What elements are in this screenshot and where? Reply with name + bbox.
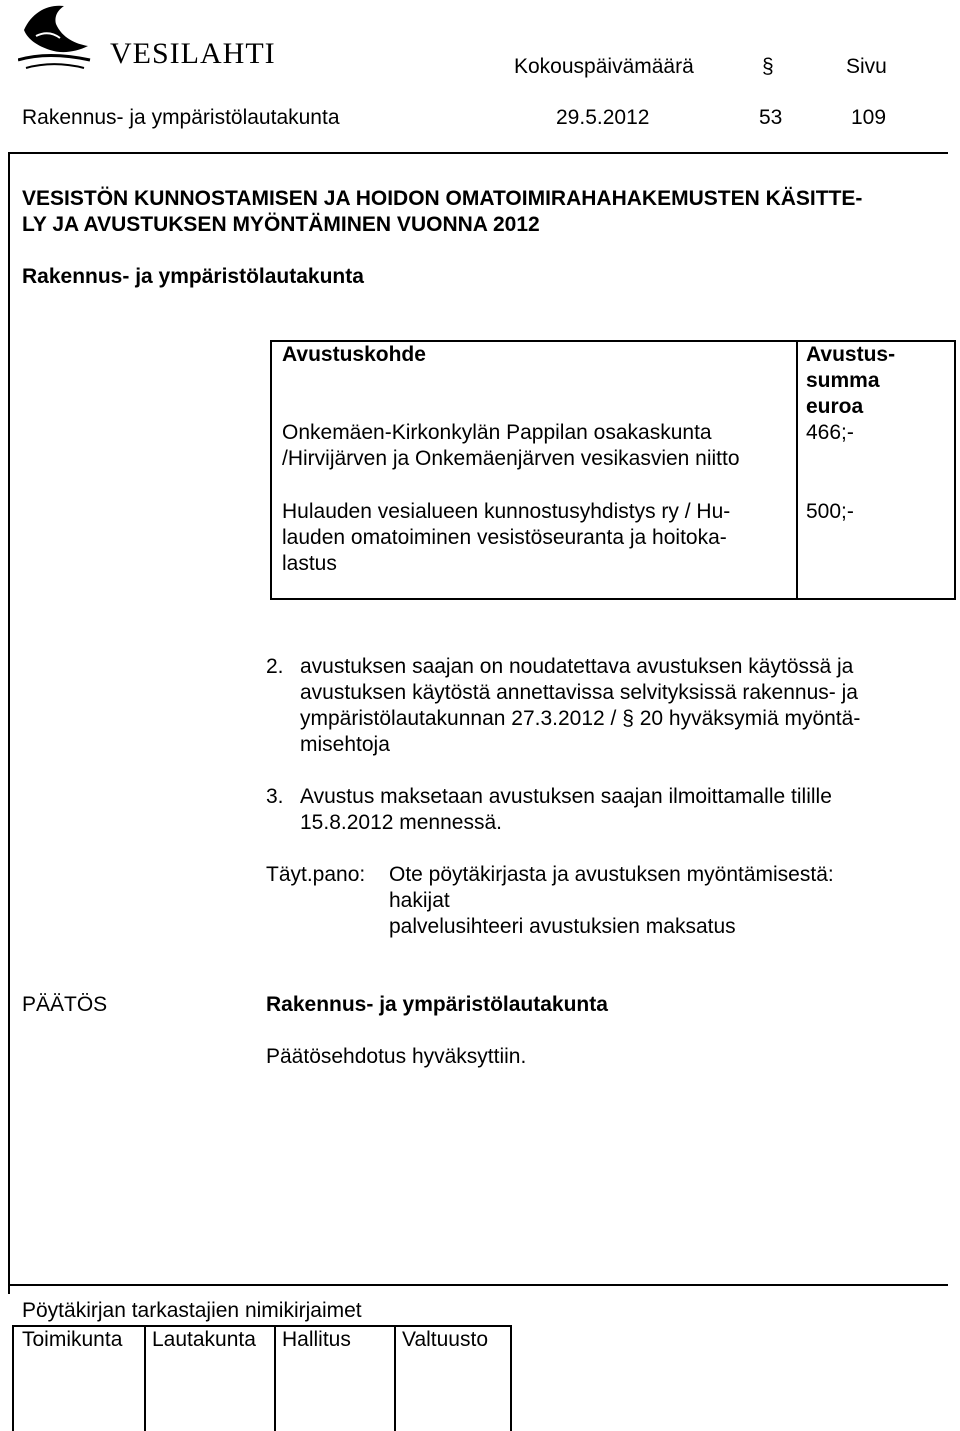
grant-row-2-target-line-1: Hulauden vesialueen kunnostusyhdistys ry / Hu- (282, 500, 731, 523)
header-page-number: 109 (851, 106, 887, 129)
vesilahti-logo (18, 2, 276, 74)
signature-column-hallitus: Hallitus (282, 1328, 351, 1351)
grant-row-1-amount: 466;- (806, 421, 854, 444)
left-margin-line (8, 152, 10, 1294)
grant-table-header-amount-3: euroa (806, 395, 864, 418)
document-title-line-1: VESISTÖN KUNNOSTAMISEN JA HOIDON OMATOIMIRAHAHAKEMUSTEN KÄSITTE- (22, 187, 863, 210)
list-item-3-line-2: 15.8.2012 mennessä. (300, 811, 502, 834)
signature-table (12, 1325, 512, 1431)
signature-column-lautakunta: Lautakunta (152, 1328, 256, 1351)
list-item-2-line-4: misehtoja (300, 733, 390, 756)
list-item-2-line-3: ympäristölautakunnan 27.3.2012 / § 20 hyväksymiä myöntä- (300, 707, 861, 730)
signature-label: Pöytäkirjan tarkastajien nimikirjaimet (22, 1299, 362, 1322)
signature-table-divider (394, 1327, 396, 1431)
list-item-3-line-1: Avustus maksetaan avustuksen saajan ilmoittamalle tilille (300, 785, 832, 808)
grant-row-2-target-line-3: lastus (282, 552, 337, 575)
header-section-number: 53 (759, 106, 783, 129)
signature-column-valtuusto: Valtuusto (402, 1328, 488, 1351)
grant-table-divider (796, 342, 798, 598)
committee-heading: Rakennus- ja ympäristölautakunta (22, 265, 364, 288)
grant-table-header-target: Avustuskohde (282, 343, 426, 366)
document-title-line-2: LY JA AVUSTUKSEN MYÖNTÄMINEN VUONNA 2012 (22, 213, 540, 236)
grant-row-2-target-line-2: lauden omatoiminen vesistöseuranta ja hoitoka- (282, 526, 727, 549)
header-divider (8, 152, 948, 154)
distribution-line-3: palvelusihteeri avustuksien maksatus (389, 915, 736, 938)
header-date: 29.5.2012 (556, 106, 650, 129)
signature-column-toimikunta: Toimikunta (22, 1328, 123, 1351)
section-symbol-label: § (762, 55, 774, 78)
decision-text: Päätösehdotus hyväksyttiin. (266, 1045, 527, 1068)
distribution-line-2: hakijat (389, 889, 450, 912)
meeting-date-label: Kokouspäivämäärä (514, 55, 694, 78)
page-label: Sivu (846, 55, 887, 78)
list-item-2-line-1: avustuksen saajan on noudatettava avustuksen käytössä ja (300, 655, 854, 678)
grant-table-header-amount-2: summa (806, 369, 880, 392)
distribution-line-1: Ote pöytäkirjasta ja avustuksen myöntämisestä: (389, 863, 834, 886)
decision-label: PÄÄTÖS (22, 993, 108, 1016)
signature-table-divider (144, 1327, 146, 1431)
list-item-3-number: 3. (266, 785, 284, 808)
list-item-2-number: 2. (266, 655, 284, 678)
signature-table-divider (274, 1327, 276, 1431)
header-committee: Rakennus- ja ympäristölautakunta (22, 106, 340, 129)
decision-committee: Rakennus- ja ympäristölautakunta (266, 993, 608, 1016)
list-item-2-line-2: avustuksen käytöstä annettavissa selvityksissä rakennus- ja (300, 681, 858, 704)
grant-table-header-amount-1: Avustus- (806, 343, 896, 366)
distribution-label: Täyt.pano: (266, 863, 366, 886)
footer-divider (8, 1284, 948, 1286)
grant-row-1-target-line-2: /Hirvijärven ja Onkemäenjärven vesikasvien niitto (282, 447, 740, 470)
logo-text: VESILAHTI (110, 37, 276, 70)
grant-row-1-target-line-1: Onkemäen-Kirkonkylän Pappilan osakaskunta (282, 421, 712, 444)
grant-table (270, 340, 956, 600)
grant-row-2-amount: 500;- (806, 500, 854, 523)
